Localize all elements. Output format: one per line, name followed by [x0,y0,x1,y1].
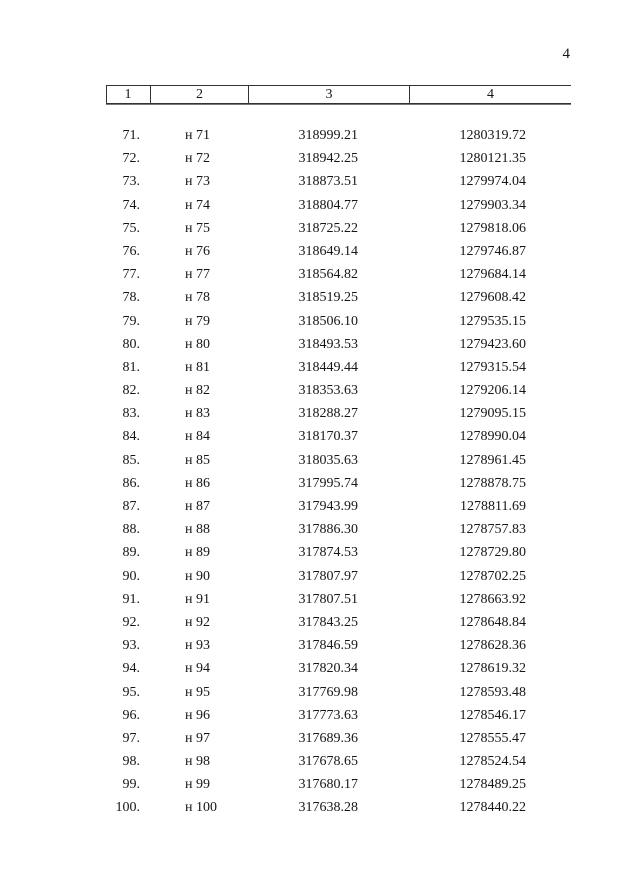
coordinate-x: 318506.10 [298,313,358,329]
row-number: 82. [122,383,140,399]
table-row [0,379,640,402]
row-number: 75. [122,220,140,236]
table-row [0,565,640,588]
point-name: н 81 [185,359,210,375]
table-row [0,704,640,727]
coordinate-x: 318725.22 [298,220,358,236]
coordinate-x: 317807.51 [298,591,358,607]
table-row [0,495,640,518]
row-number: 89. [122,545,140,561]
coordinate-y: 1278524.54 [459,754,526,770]
coordinate-y: 1279608.42 [459,290,526,306]
coordinate-x: 317846.59 [298,638,358,654]
row-number: 95. [122,684,140,700]
point-name: н 71 [185,128,210,143]
header-col-1: 1 [106,86,151,103]
coordinate-y: 1278648.84 [459,614,526,630]
coordinate-y: 1279684.14 [459,267,526,283]
coordinate-x: 318288.27 [298,406,358,422]
point-name: н 73 [185,174,210,190]
coordinate-x: 318649.14 [298,243,358,259]
coordinate-x: 318564.82 [298,267,358,283]
coordinate-y: 1280121.35 [459,151,526,167]
point-name: н 93 [185,638,210,654]
row-number: 76. [122,243,140,259]
row-number: 77. [122,267,140,283]
point-name: н 94 [185,661,210,677]
header-col-4: 4 [487,87,494,102]
coordinate-y: 1278729.80 [459,545,526,561]
point-name: н 98 [185,754,210,770]
coordinate-y: 1278990.04 [459,429,526,445]
row-number: 91. [122,591,140,607]
coordinate-y: 1278757.83 [459,522,526,538]
row-number: 78. [122,290,140,306]
coordinate-x: 317886.30 [298,522,358,538]
coordinate-x: 317874.53 [298,545,358,561]
table-row [0,263,640,286]
header-col-2: 2 [151,86,249,103]
table-row [0,773,640,796]
table-row [0,681,640,704]
coordinate-x: 318519.25 [298,290,358,306]
coordinate-x: 317807.97 [298,568,358,584]
coordinate-x: 317689.36 [298,730,358,746]
table-row [0,449,640,472]
table-row [0,727,640,750]
coordinate-y: 1278961.45 [459,452,526,468]
table-row [0,170,640,193]
point-name: н 99 [185,777,210,793]
coordinate-y: 1278628.36 [459,638,526,654]
coordinate-y: 1278663.92 [459,591,526,607]
header-divider [106,104,571,105]
coordinate-y: 1279746.87 [459,243,526,259]
row-number: 79. [122,313,140,329]
table-row [0,402,640,425]
table-row [0,124,640,147]
table-header [106,85,571,104]
coordinate-x: 318999.21 [298,128,358,143]
point-name: н 83 [185,406,210,422]
coordinate-y: 1278619.32 [459,661,526,677]
point-name: н 72 [185,151,210,167]
page-number: 4 [562,46,570,62]
point-name: н 90 [185,568,210,584]
coordinate-x: 317843.25 [298,614,358,630]
coordinates-table-body [0,124,640,820]
row-number: 71. [122,128,140,143]
coordinate-y: 1278440.22 [459,800,526,816]
row-number: 97. [122,730,140,746]
table-row [0,657,640,680]
coordinate-x: 318035.63 [298,452,358,468]
point-name: н 87 [185,499,210,514]
table-row [0,472,640,495]
point-name: н 75 [185,220,210,236]
coordinate-x: 318804.77 [298,197,358,213]
row-number: 98. [122,754,140,770]
point-name: н 86 [185,475,210,491]
table-row [0,588,640,611]
point-name: н 76 [185,243,210,259]
point-name: н 91 [185,591,210,607]
point-name: н 97 [185,730,210,746]
table-row [0,796,640,819]
coordinate-x: 317773.63 [298,707,358,723]
point-name: н 84 [185,429,210,445]
coordinate-y: 1280319.72 [459,128,526,143]
row-number: 99. [122,777,140,793]
point-name: н 88 [185,522,210,538]
table-row [0,310,640,333]
coordinate-y: 1278555.47 [459,730,526,746]
header-col-3: 3 [249,86,410,103]
row-number: 80. [122,336,140,352]
table-row [0,240,640,263]
row-number: 72. [122,151,140,167]
point-name: н 78 [185,290,210,306]
row-number: 87. [122,499,140,514]
coordinate-y: 1278593.48 [459,684,526,700]
coordinate-x: 318353.63 [298,383,358,399]
coordinate-x: 318942.25 [298,151,358,167]
row-number: 84. [122,429,140,445]
coordinate-y: 1278878.75 [459,475,526,491]
table-row [0,541,640,564]
coordinate-x: 318873.51 [298,174,358,190]
point-name: н 85 [185,452,210,468]
point-name: н 80 [185,336,210,352]
row-number: 86. [122,475,140,491]
coordinate-y: 1278811.69 [460,499,526,514]
table-row [0,518,640,541]
table-row [0,634,640,657]
coordinate-y: 1278546.17 [459,707,526,723]
coordinate-y: 1278489.25 [459,777,526,793]
coordinate-y: 1279818.06 [459,220,526,236]
point-name: н 74 [185,197,210,213]
point-name: н 89 [185,545,210,561]
coordinate-x: 317820.34 [298,661,358,677]
coordinate-y: 1279206.14 [459,383,526,399]
row-number: 94. [122,661,140,677]
row-number: 74. [122,197,140,213]
table-row [0,147,640,170]
row-number: 96. [122,707,140,723]
coordinate-x: 317995.74 [298,475,358,491]
coordinate-x: 317943.99 [298,499,358,514]
coordinate-x: 317638.28 [298,800,358,816]
coordinate-x: 317769.98 [298,684,358,700]
row-number: 85. [122,452,140,468]
row-number: 92. [122,614,140,630]
row-number: 100. [115,800,140,816]
point-name: н 95 [185,684,210,700]
coordinate-y: 1279095.15 [459,406,526,422]
table-row [0,286,640,309]
coordinate-y: 1279535.15 [459,313,526,329]
table-row [0,356,640,379]
point-name: н 82 [185,383,210,399]
coordinate-y: 1279974.04 [459,174,526,190]
point-name: н 77 [185,267,210,283]
row-number: 73. [122,174,140,190]
coordinate-x: 318170.37 [298,429,358,445]
coordinate-y: 1279903.34 [459,197,526,213]
point-name: н 79 [185,313,210,329]
row-number: 88. [122,522,140,538]
coordinate-x: 317680.17 [298,777,358,793]
coordinate-x: 318493.53 [298,336,358,352]
row-number: 81. [122,359,140,375]
point-name: н 96 [185,707,210,723]
table-row [0,333,640,356]
table-row [0,611,640,634]
row-number: 90. [122,568,140,584]
table-row [0,425,640,448]
point-name: н 92 [185,614,210,630]
coordinate-x: 317678.65 [298,754,358,770]
point-name: н 100 [185,800,217,816]
row-number: 93. [122,638,140,654]
row-number: 83. [122,406,140,422]
coordinate-y: 1279315.54 [459,359,526,375]
table-row [0,194,640,217]
table-row [0,217,640,240]
coordinate-y: 1279423.60 [459,336,526,352]
coordinate-y: 1278702.25 [459,568,526,584]
coordinate-x: 318449.44 [298,359,358,375]
table-row [0,750,640,773]
